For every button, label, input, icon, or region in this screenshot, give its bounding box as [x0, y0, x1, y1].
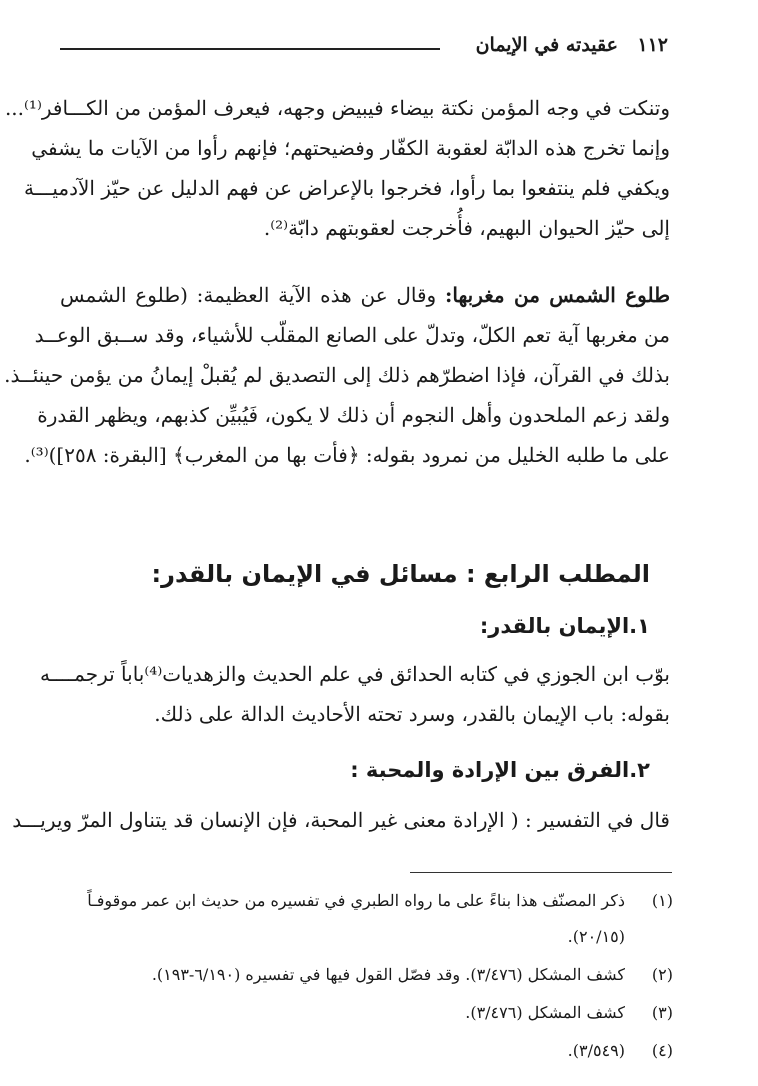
paragraph-dabba: [4, 88, 670, 258]
paragraph-qadar: [40, 654, 670, 734]
footnote-number: (٤): [651, 1041, 673, 1060]
text-line: على ما طلبه الخليل من نمرود بقوله: ﴿فأت بها من المغرب﴾ [البقرة: ٢٥٨])⁽³⁾.: [24, 443, 670, 467]
footnote-separator: [410, 872, 672, 873]
text-line: إلى حيّز الحيوان البهيم، فأُخرجت لعقوبتهم دابّة⁽²⁾.: [263, 216, 670, 240]
text-line: بوّب ابن الجوزي في كتابه الحدائق في علم الحديث والزهديات⁽⁴⁾باباً ترجمــــه: [40, 662, 670, 686]
text-line: بذلك في القرآن، فإذا اضطرّهم ذلك إلى التصديق لم يُقبلْ إيمانُ من يؤمن حينئــذ.: [4, 363, 670, 387]
text-line: من مغربها آية تعم الكلّ، وتدلّ على الصانع المقلّب للأشياء، وقد ســبق الوعــد: [34, 323, 670, 347]
text-line: بقوله: باب الإيمان بالقدر، وسرد تحته الأحاديث الدالة على ذلك.: [154, 702, 670, 726]
header-rule: [60, 48, 440, 50]
footnote-continuation: [95, 922, 673, 952]
subsection-heading: ١.الإيمان بالقدر:: [479, 614, 650, 638]
footnote: [87, 886, 673, 916]
text-line: قال في التفسير : ( الإرادة معنى غير المحبة، فإن الإنسان قد يتناول المرّ ويريـــد: [12, 808, 670, 832]
footnote-number: (٣): [651, 1003, 673, 1022]
page-number: ١١٢: [637, 34, 668, 56]
text-line: ولقد زعم الملحدون وأهل النجوم أن ذلك لا يكون، فَيُبيِّن كذبهم، ويظهر القدرة: [37, 403, 670, 427]
text-line: وتنكت في وجه المؤمن نكتة بيضاء فيبيض وجهه، فيعرف المؤمن من الكـــافر⁽¹⁾...: [4, 96, 670, 120]
footnote-text: كشف المشكل (٣/٤٧٦).: [465, 1003, 625, 1022]
running-title: عقيدته في الإيمان: [475, 34, 618, 56]
footnote-text: ذكر المصنّف هذا بناءً على ما رواه الطبري في تفسيره من حديث ابن عمر موقوفـاً: [87, 891, 625, 910]
footnote: [95, 1036, 673, 1066]
footnote: [95, 960, 673, 990]
paragraph-irada: [12, 800, 670, 840]
text-line: ويكفي فلم ينتفعوا بما رأوا، فخرجوا بالإعراض عن فهم الدليل عن حيّز الآدميـــة: [24, 176, 670, 200]
footnote-text: كشف المشكل (٣/٤٧٦). وقد فصّل القول فيها في تفسيره (٦/١٩٠-١٩٣).: [151, 965, 625, 984]
line-text: وقال عن هذه الآية العظيمة: (طلوع الشمس: [60, 283, 445, 307]
section-heading: المطلب الرابع : مسائل في الإيمان بالقدر:: [151, 560, 650, 588]
text-line: وإنما تخرج هذه الدابّة لعقوبة الكفّار وفضيحتهم؛ فإنهم رأوا من الآيات ما يشفي: [31, 136, 670, 160]
paragraph-lead: طلوع الشمس من مغربها:: [444, 283, 671, 307]
running-header: [60, 30, 668, 60]
text-line: [60, 275, 670, 315]
footnote-text: (٣/٥٤٩).: [567, 1041, 625, 1060]
footnote-text: (٢٠/١٥).: [567, 927, 625, 946]
footnote: [95, 998, 673, 1028]
subsection-heading: ٢.الفرق بين الإرادة والمحبة :: [350, 758, 650, 782]
paragraph-sunrise: [4, 275, 671, 485]
footnote-number: (٢): [651, 965, 673, 984]
footnote-number: (١): [651, 891, 673, 910]
